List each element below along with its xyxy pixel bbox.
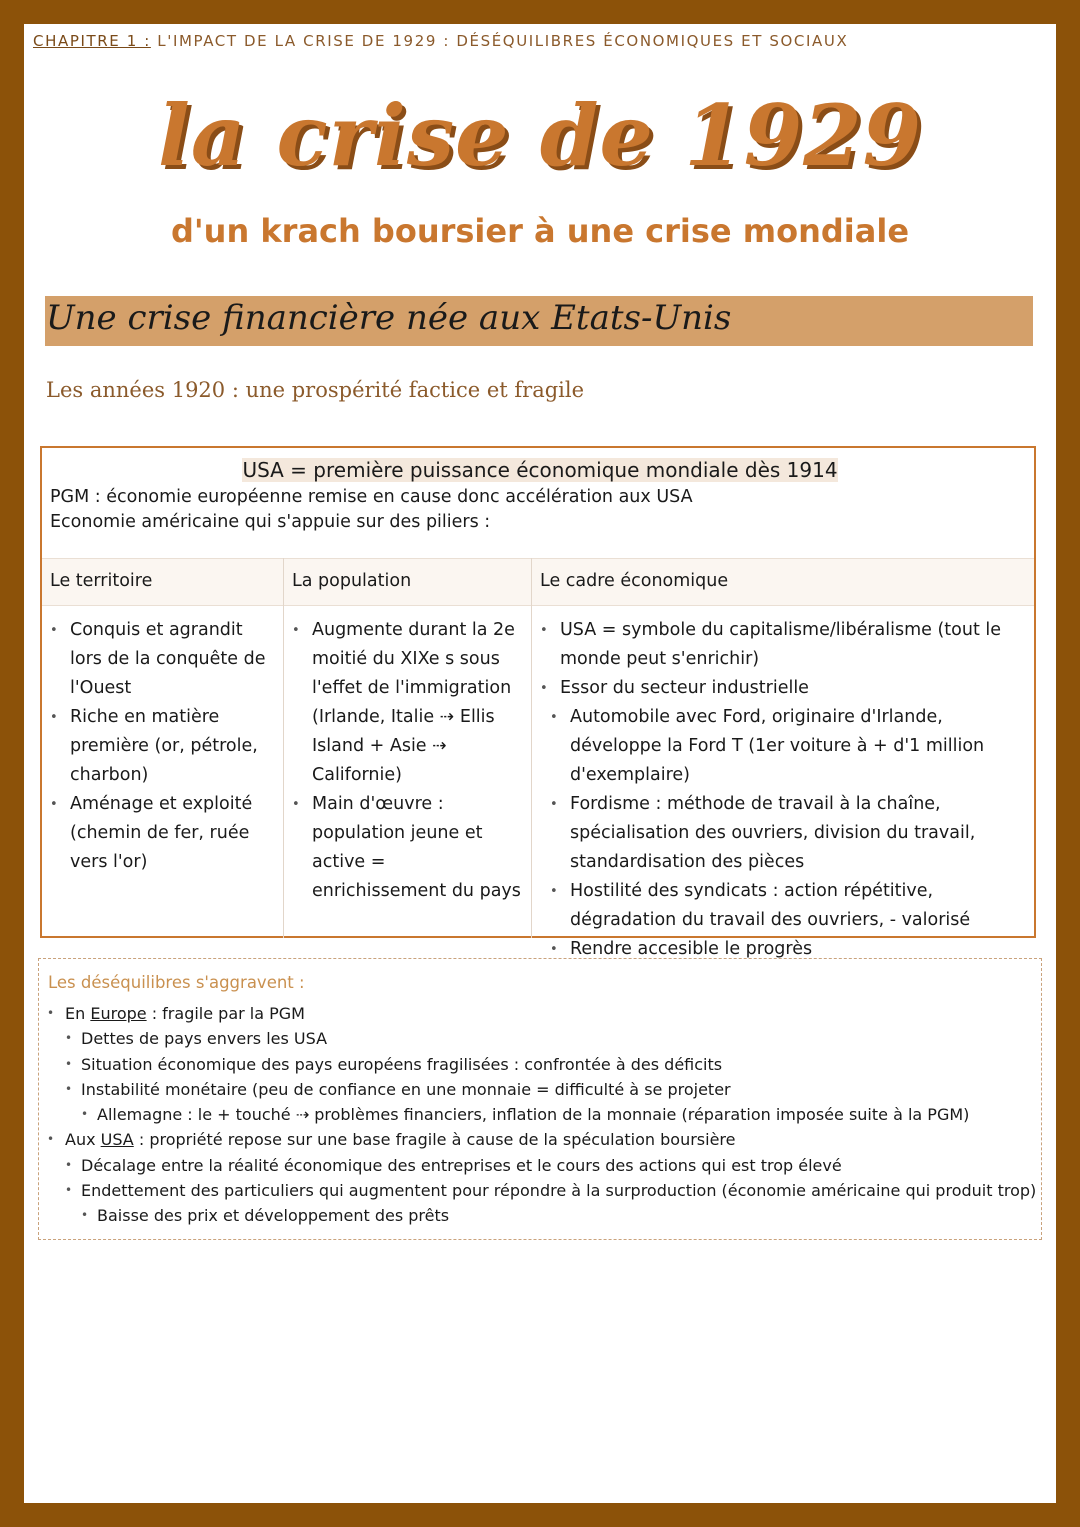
list-item: • Augmente durant la 2e moitié du XIXe s sous l'effet de l'immigration (Irlande, Italie ⇢ Ellis Island + Asie ⇢ Californie) xyxy=(292,616,522,790)
table-headline: USA = première puissance économique mondiale dès 1914 xyxy=(242,458,838,482)
list-item-europe xyxy=(47,1001,1037,1026)
list-item-usa xyxy=(47,1127,1037,1152)
list-item: • Baisse des prix et développement des prêts xyxy=(47,1203,1037,1228)
column-divider xyxy=(283,558,284,938)
table-intro xyxy=(50,458,1030,532)
list-item: • Allemagne : le + touché ⇢ problèmes financiers, inflation de la monnaie (réparation imposée suite à la PGM) xyxy=(47,1102,1037,1127)
list-item: • Rendre accesible le progrès xyxy=(540,935,1030,964)
page-title: la crise de 1929 xyxy=(157,86,923,185)
pillars-table xyxy=(40,446,1036,959)
list-item: • Essor du secteur industrielle xyxy=(540,674,1030,703)
list-item: • Endettement des particuliers qui augmentent pour répondre à la surproduction (économie américaine qui produit trop) xyxy=(47,1178,1037,1203)
list-item: • Riche en matière première (or, pétrole, charbon) xyxy=(50,703,272,790)
chapter-heading xyxy=(33,32,848,50)
list-item: • Hostilité des syndicats : action répétitive, dégradation du travail des ouvriers, - valorisé xyxy=(540,877,1030,935)
list-item: • USA = symbole du capitalisme/libéralisme (tout le monde peut s'enrichir) xyxy=(540,616,1030,674)
column-header-population: La population xyxy=(292,571,412,591)
table-line-2: Economie américaine qui s'appuie sur des piliers : xyxy=(50,512,491,532)
usa-rest: : propriété repose sur une base fragile à cause de la spéculation boursière xyxy=(133,1130,736,1150)
column-cadre xyxy=(540,616,1030,964)
table-header-row xyxy=(42,558,1034,606)
table-line-1: PGM : économie européenne remise en cause donc accélération aux USA xyxy=(50,487,693,507)
column-territoire xyxy=(50,616,272,877)
document-page xyxy=(24,24,1056,1503)
chapter-number: CHAPITRE 1 : xyxy=(33,32,151,50)
imbalances-title: Les déséquilibres s'aggravent : xyxy=(48,973,305,992)
chapter-title: L'IMPACT DE LA CRISE DE 1929 : DÉSÉQUILIBRES ÉCONOMIQUES ET SOCIAUX xyxy=(150,32,849,50)
column-divider xyxy=(531,558,532,938)
section-subtitle: Les années 1920 : une prospérité factice et fragile xyxy=(46,378,585,402)
list-item: • Automobile avec Ford, originaire d'Irlande, développe la Ford T (1er voiture à + d'1 million d'exemplaire) xyxy=(540,703,1030,790)
europe-intro: En xyxy=(65,1004,91,1023)
page-subtitle: d'un krach boursier à une crise mondiale xyxy=(170,212,910,250)
usa-label: USA xyxy=(100,1130,134,1150)
list-item: • Aménage et exploité (chemin de fer, ruée vers l'or) xyxy=(50,790,272,877)
europe-label: Europe xyxy=(90,1004,147,1023)
list-item: • Décalage entre la réalité économique des entreprises et le cours des actions qui est trop élevé xyxy=(47,1153,1037,1178)
usa-intro: Aux xyxy=(65,1130,101,1150)
list-item: • Fordisme : méthode de travail à la chaîne, spécialisation des ouvriers, division du travail, standardisation des pièces xyxy=(540,790,1030,877)
list-item: • Situation économique des pays européens fragilisées : confrontée à des déficits xyxy=(47,1052,1037,1077)
imbalances-box xyxy=(38,958,1042,1240)
column-population xyxy=(292,616,522,906)
list-item: • Main d'œuvre : population jeune et active = enrichissement du pays xyxy=(292,790,522,906)
column-header-cadre: Le cadre économique xyxy=(540,571,729,591)
section-title: Une crise financière née aux Etats-Unis xyxy=(46,298,732,338)
list-item: • Conquis et agrandit lors de la conquête de l'Ouest xyxy=(50,616,272,703)
europe-rest: : fragile par la PGM xyxy=(146,1004,305,1023)
list-item: • Dettes de pays envers les USA xyxy=(47,1026,1037,1051)
column-header-territoire: Le territoire xyxy=(50,571,153,591)
list-item: • Instabilité monétaire (peu de confiance en une monnaie = difficulté à se projeter xyxy=(47,1077,1037,1102)
